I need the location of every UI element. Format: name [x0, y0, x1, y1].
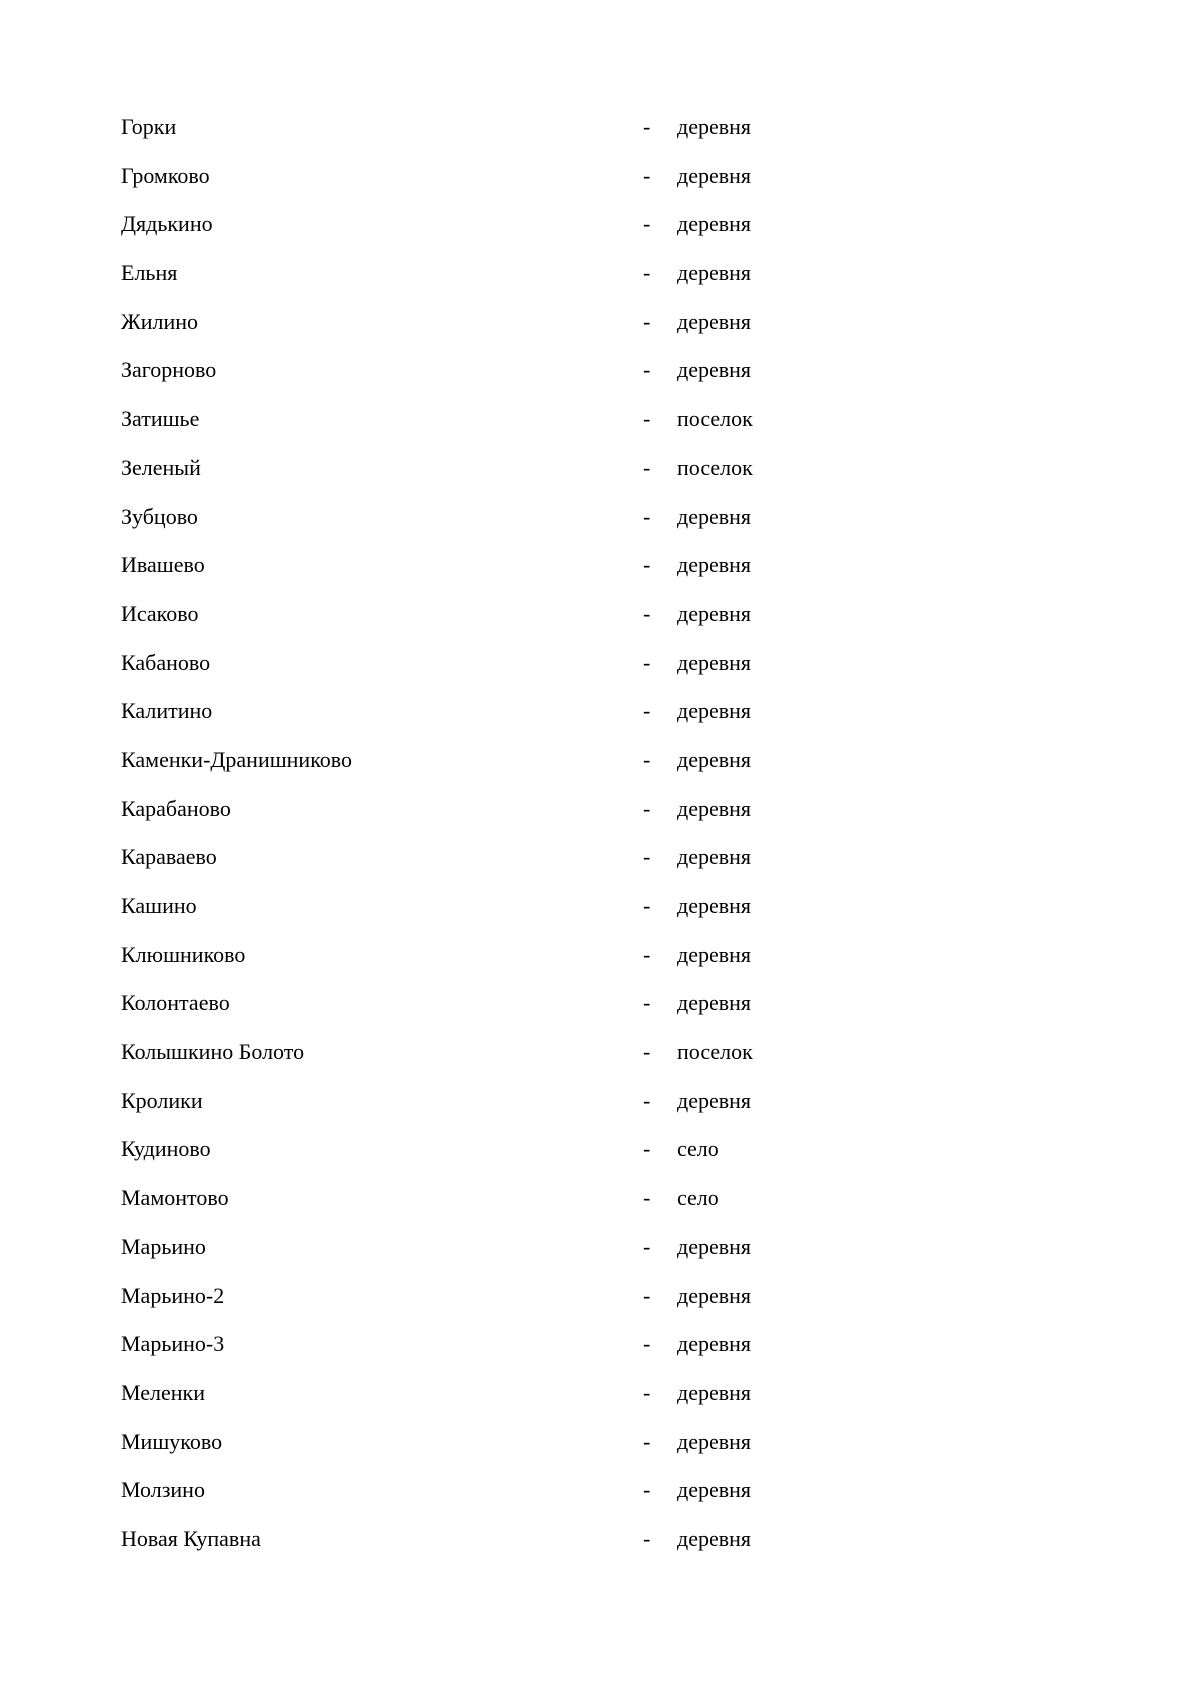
separator-dash: -: [643, 503, 651, 529]
settlement-name: Исаково: [121, 600, 199, 626]
settlement-type: деревня: [677, 1282, 752, 1308]
separator-dash: -: [643, 357, 651, 383]
settlement-row: [121, 1320, 1021, 1369]
settlement-type: деревня: [677, 795, 752, 821]
settlement-name: Колонтаево: [121, 990, 230, 1016]
settlement-name: Марьино-3: [121, 1331, 225, 1357]
separator-dash: -: [643, 1185, 651, 1211]
settlement-name: Кашино: [121, 893, 197, 918]
settlement-row: [121, 493, 1021, 542]
settlement-name: Ивашево: [121, 552, 205, 578]
settlement-type: деревня: [677, 357, 752, 383]
separator-dash: -: [643, 746, 651, 772]
separator-dash: -: [643, 552, 651, 578]
separator-dash: -: [643, 1087, 651, 1113]
settlement-type: деревня: [677, 941, 752, 967]
separator-dash: -: [643, 1379, 651, 1405]
settlement-name: Жилино: [121, 308, 199, 334]
separator-dash: -: [643, 114, 651, 139]
settlement-type: деревня: [677, 1087, 752, 1113]
settlement-name: Зубцово: [121, 503, 198, 529]
settlement-name: Зеленый: [121, 454, 201, 480]
separator-dash: -: [643, 1039, 651, 1065]
settlement-name: Затишье: [121, 406, 200, 432]
settlement-row: [121, 979, 1021, 1028]
settlement-row: [121, 298, 1021, 347]
settlement-name: Караваево: [121, 844, 217, 870]
settlement-row: [121, 103, 1021, 152]
settlement-type: деревня: [677, 1233, 752, 1259]
settlement-name: Калитино: [121, 698, 213, 724]
settlement-type: село: [677, 1185, 719, 1211]
settlement-type: деревня: [677, 114, 752, 139]
settlement-row: [121, 687, 1021, 736]
separator-dash: -: [643, 1477, 651, 1503]
settlement-type: деревня: [677, 1379, 752, 1405]
settlement-name: Марьино-2: [121, 1282, 225, 1308]
settlement-row: [121, 1466, 1021, 1515]
settlement-row: [121, 833, 1021, 882]
separator-dash: -: [643, 941, 651, 967]
separator-dash: -: [643, 1282, 651, 1308]
separator-dash: -: [643, 649, 651, 675]
separator-dash: -: [643, 600, 651, 626]
settlement-name: Молзино: [121, 1477, 205, 1503]
settlement-name: Кабаново: [121, 649, 211, 675]
settlement-type: деревня: [677, 260, 752, 286]
settlement-type: село: [677, 1136, 719, 1162]
settlement-type: деревня: [677, 211, 752, 237]
separator-dash: -: [643, 406, 651, 432]
settlement-row: [121, 1125, 1021, 1174]
separator-dash: -: [643, 1233, 651, 1259]
separator-dash: -: [643, 211, 651, 237]
settlement-row: [121, 249, 1021, 298]
settlement-row: [121, 395, 1021, 444]
separator-dash: -: [643, 260, 651, 286]
settlement-type: деревня: [677, 552, 752, 578]
separator-dash: -: [643, 308, 651, 334]
settlement-name: Карабаново: [121, 795, 231, 821]
separator-dash: -: [643, 795, 651, 821]
settlement-name: Дядькино: [121, 211, 213, 237]
settlement-name: Горки: [121, 114, 177, 139]
separator-dash: -: [643, 893, 651, 918]
settlement-row: [121, 1515, 1021, 1564]
settlement-type: деревня: [677, 162, 752, 188]
settlement-name: Мишуково: [121, 1428, 223, 1454]
separator-dash: -: [643, 1525, 651, 1551]
settlement-row: [121, 1077, 1021, 1126]
separator-dash: -: [643, 1331, 651, 1357]
settlement-row: [121, 1369, 1021, 1418]
separator-dash: -: [643, 1136, 651, 1162]
settlement-type: деревня: [677, 893, 752, 918]
settlement-row: [121, 1418, 1021, 1467]
settlement-row: [121, 736, 1021, 785]
settlement-type: деревня: [677, 1477, 752, 1503]
settlement-row: [121, 882, 1021, 931]
settlement-type: деревня: [677, 1428, 752, 1454]
settlement-row: [121, 639, 1021, 688]
settlement-list: [121, 103, 1021, 1564]
settlement-row: [121, 1223, 1021, 1272]
settlement-name: Меленки: [121, 1379, 206, 1405]
settlement-name: Колышкино Болото: [121, 1039, 305, 1065]
settlement-row: [121, 200, 1021, 249]
settlement-type: деревня: [677, 503, 752, 529]
settlement-type: деревня: [677, 649, 752, 675]
separator-dash: -: [643, 162, 651, 188]
settlement-type: поселок: [677, 406, 753, 432]
settlement-row: [121, 931, 1021, 980]
settlement-name: Клюшниково: [121, 941, 246, 967]
settlement-name: Марьино: [121, 1233, 206, 1259]
separator-dash: -: [643, 1428, 651, 1454]
separator-dash: -: [643, 698, 651, 724]
settlement-row: [121, 152, 1021, 201]
settlement-row: [121, 590, 1021, 639]
separator-dash: -: [643, 990, 651, 1016]
settlement-type: деревня: [677, 600, 752, 626]
settlement-type: поселок: [677, 454, 753, 480]
settlement-row: [121, 444, 1021, 493]
settlement-type: поселок: [677, 1039, 753, 1065]
settlement-name: Громково: [121, 162, 210, 188]
separator-dash: -: [643, 454, 651, 480]
settlement-name: Каменки-Дранишниково: [121, 746, 353, 772]
settlement-row: [121, 1028, 1021, 1077]
settlement-name: Загорново: [121, 357, 217, 383]
settlement-type: деревня: [677, 746, 752, 772]
settlement-row: [121, 1272, 1021, 1321]
separator-dash: -: [643, 844, 651, 870]
settlement-name: Кудиново: [121, 1136, 211, 1162]
settlement-type: деревня: [677, 990, 752, 1016]
settlement-type: деревня: [677, 698, 752, 724]
settlement-name: Ельня: [121, 260, 178, 286]
settlement-type: деревня: [677, 1525, 752, 1551]
settlement-name: Новая Купавна: [121, 1525, 261, 1551]
settlement-row: [121, 541, 1021, 590]
settlement-row: [121, 1174, 1021, 1223]
settlement-name: Кролики: [121, 1087, 203, 1113]
settlement-type: деревня: [677, 1331, 752, 1357]
settlement-row: [121, 346, 1021, 395]
settlement-type: деревня: [677, 844, 752, 870]
settlement-row: [121, 785, 1021, 834]
settlement-type: деревня: [677, 308, 752, 334]
settlement-name: Мамонтово: [121, 1185, 229, 1211]
